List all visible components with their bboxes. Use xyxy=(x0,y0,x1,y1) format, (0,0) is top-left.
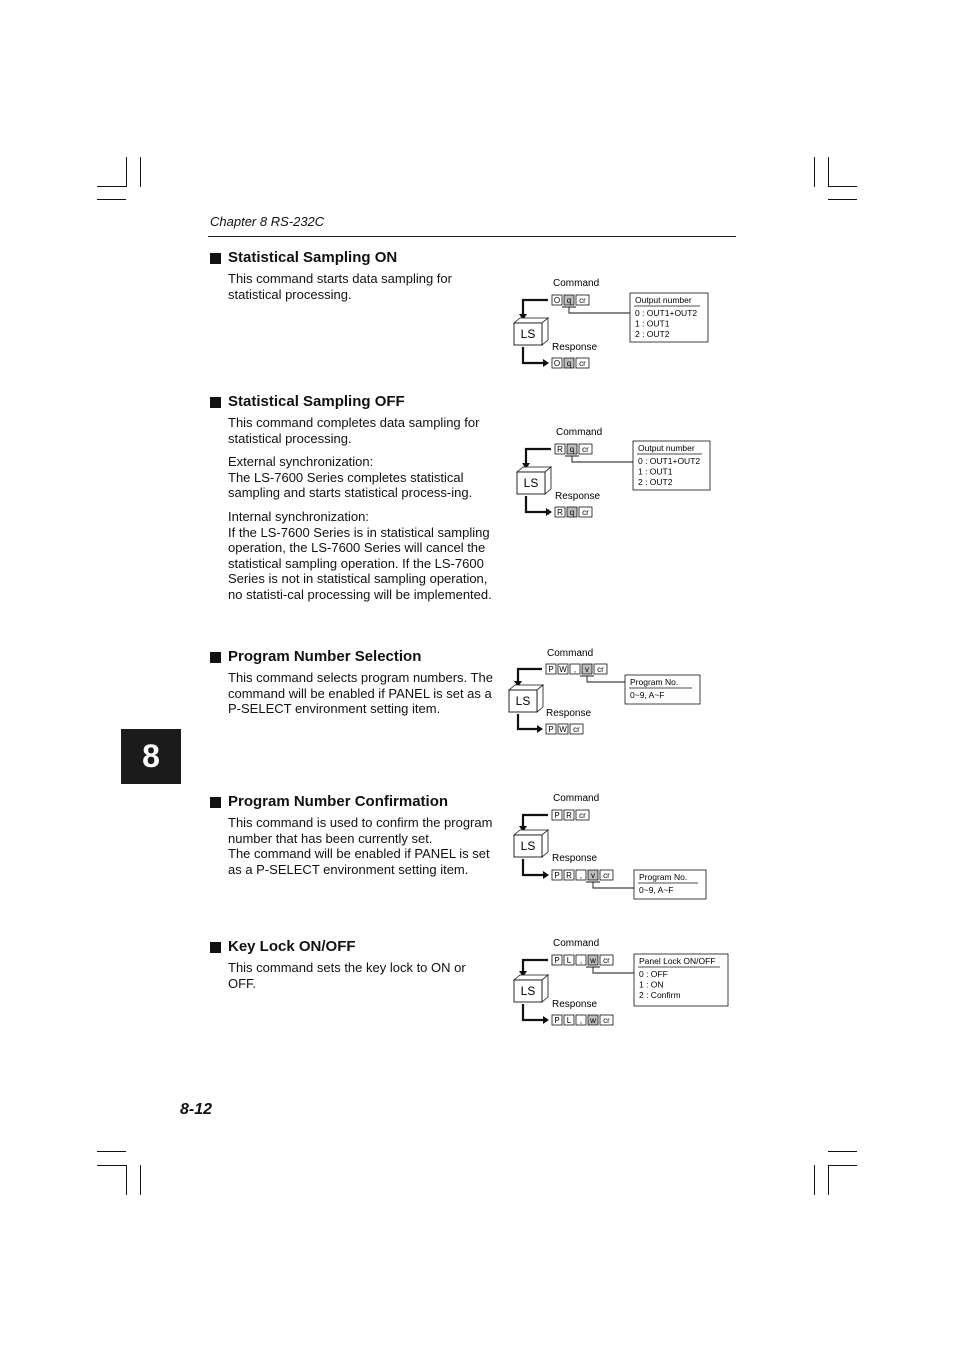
crop-mark xyxy=(814,157,815,187)
response-cell-text: , xyxy=(579,871,583,880)
connector-line xyxy=(562,307,630,313)
info-box-title: Program No. xyxy=(630,677,679,687)
response-cell-text: cr xyxy=(582,508,589,517)
external-sync-text: The LS-7600 Series completes statistical sampling and starts statistical process-ing. xyxy=(228,469,473,501)
crop-mark xyxy=(828,1151,857,1152)
section-sampling-off xyxy=(210,393,495,611)
info-box-line: 0~9, A~F xyxy=(639,885,674,895)
crop-mark xyxy=(828,1165,829,1195)
info-box-title: Program No. xyxy=(639,872,688,882)
command-arrow xyxy=(523,960,548,972)
info-box-line: 1 : ON xyxy=(639,979,664,990)
info-box-title: Output number xyxy=(638,443,695,453)
response-arrow xyxy=(523,859,544,875)
device-cube-side xyxy=(542,975,548,1002)
chapter-header: Chapter 8 RS-232C xyxy=(210,214,325,229)
crop-mark xyxy=(814,1165,815,1195)
section-paragraph: This command completes data sampling for statistical processing. xyxy=(228,415,480,446)
bullet-square-icon xyxy=(210,942,221,953)
response-arrow xyxy=(523,1004,544,1020)
info-box-line: 2 : OUT2 xyxy=(638,477,673,487)
crop-mark xyxy=(97,199,126,200)
section-program-confirmation xyxy=(210,793,495,885)
connector-line xyxy=(586,882,634,888)
bullet-square-icon xyxy=(210,652,221,663)
header-divider xyxy=(208,236,736,237)
response-cell-text: W xyxy=(559,725,567,734)
arrow-right-icon xyxy=(543,359,549,367)
info-box-line: 0~9, A~F xyxy=(630,690,665,700)
response-cell-text: , xyxy=(579,1016,583,1025)
response-arrow xyxy=(523,347,544,363)
response-cell-text: cr xyxy=(573,725,580,734)
section-paragraph: The command will be enabled if PANEL is set as a P-SELECT environment setting item. xyxy=(228,846,490,877)
response-cell-text: P xyxy=(548,725,554,734)
command-cell-text: q xyxy=(566,296,572,305)
command-label: Command xyxy=(556,427,603,438)
section-paragraph: This command starts data sampling for statistical processing. xyxy=(228,271,452,302)
internal-sync-text: If the LS-7600 Series is in statistical sampling operation, the LS-7600 Series will cancel the statistical sampling operation. If the LS-7600 Series is not in statistical sampling operation, no statisti-cal processing will be implemented. xyxy=(228,524,492,602)
command-cell-text: R xyxy=(557,445,563,454)
device-label: LS xyxy=(515,694,531,708)
crop-mark xyxy=(828,1165,857,1166)
info-box-line: 1 : OUT1 xyxy=(635,318,670,329)
info-box-line: 2 : OUT2 xyxy=(635,329,670,339)
connector-line xyxy=(565,456,633,462)
response-cell-text: q xyxy=(566,359,572,368)
device-cube-side xyxy=(537,685,543,712)
response-cell-text: cr xyxy=(579,359,586,368)
arrow-right-icon xyxy=(543,1016,549,1024)
internal-sync-label: Internal synchronization: xyxy=(228,508,369,524)
response-cell-text: v xyxy=(591,871,595,880)
section-paragraph: This command selects program numbers. The command will be enabled if PANEL is set as a P-SELECT environment setting item. xyxy=(228,670,493,717)
command-cell-text: P xyxy=(554,956,560,965)
response-cell-text: R xyxy=(566,871,572,880)
response-cell-text: O xyxy=(553,359,561,368)
crop-mark xyxy=(97,1165,126,1166)
arrow-right-icon xyxy=(546,508,552,516)
crop-mark xyxy=(126,157,127,187)
crop-mark xyxy=(97,1151,126,1152)
command-cell-text: R xyxy=(566,811,572,820)
response-label: Response xyxy=(552,853,598,864)
command-diagram-svg xyxy=(513,425,743,537)
response-label: Response xyxy=(552,999,598,1010)
command-cell-text: O xyxy=(553,296,561,305)
device-label: LS xyxy=(523,476,539,490)
diagram-program-selection xyxy=(505,646,735,746)
response-label: Response xyxy=(546,708,592,719)
command-cell-text: cr xyxy=(579,296,586,305)
command-cell-text: cr xyxy=(597,665,604,674)
info-box-line: 2 : Confirm xyxy=(639,990,681,1000)
diagram-sampling-off xyxy=(513,425,743,525)
diagram-sampling-on xyxy=(510,276,740,376)
command-cell-text: , xyxy=(573,665,577,674)
response-cell-text: R xyxy=(557,508,563,517)
section-sampling-on xyxy=(210,249,495,310)
response-cell-text: q xyxy=(569,508,575,517)
command-label: Command xyxy=(547,648,594,659)
diagram-program-confirmation xyxy=(510,791,740,901)
command-cell-text: q xyxy=(569,445,575,454)
response-cell-text: w xyxy=(590,1016,596,1025)
info-box-line: 1 : OUT1 xyxy=(638,466,673,477)
section-key-lock xyxy=(210,938,495,999)
command-arrow xyxy=(523,815,548,827)
connector-line xyxy=(586,967,634,973)
connector-line xyxy=(580,676,625,682)
response-label: Response xyxy=(552,342,598,353)
command-label: Command xyxy=(553,278,600,289)
device-cube-side xyxy=(545,467,551,494)
section-title: Statistical Sampling ON xyxy=(228,249,398,266)
info-box-line: 0 : OUT1+OUT2 xyxy=(635,308,698,318)
section-title: Program Number Confirmation xyxy=(228,793,449,810)
response-cell-text: cr xyxy=(603,871,610,880)
device-label: LS xyxy=(520,839,536,853)
command-cell-text: , xyxy=(579,956,583,965)
command-diagram-svg xyxy=(510,936,740,1048)
arrow-right-icon xyxy=(537,725,543,733)
command-arrow xyxy=(518,669,542,682)
response-cell-text: P xyxy=(554,1016,560,1025)
command-arrow xyxy=(526,449,551,464)
info-box-line: 0 : OFF xyxy=(639,969,668,979)
command-cell-text: w xyxy=(590,956,596,965)
crop-mark xyxy=(828,157,829,187)
response-cell-text: L xyxy=(566,1016,572,1025)
response-arrow xyxy=(526,496,547,512)
command-label: Command xyxy=(553,793,600,804)
response-arrow xyxy=(518,714,538,729)
crop-mark xyxy=(126,1165,127,1195)
command-diagram-svg xyxy=(510,276,740,388)
section-paragraph: This command sets the key lock to ON or OFF. xyxy=(228,960,466,991)
command-diagram-svg xyxy=(510,791,740,903)
command-diagram-svg xyxy=(505,646,735,758)
bullet-square-icon xyxy=(210,797,221,808)
response-cell-text: cr xyxy=(603,1016,610,1025)
response-cell-text: P xyxy=(554,871,560,880)
info-box-title: Output number xyxy=(635,295,692,305)
command-cell-text: cr xyxy=(579,811,586,820)
device-label: LS xyxy=(520,984,536,998)
section-title: Statistical Sampling OFF xyxy=(228,393,405,410)
bullet-square-icon xyxy=(210,397,221,408)
command-cell-text: v xyxy=(585,665,589,674)
crop-mark xyxy=(140,1165,141,1195)
diagram-key-lock xyxy=(510,936,740,1036)
section-paragraph: This command is used to confirm the program number that has been currently set. xyxy=(228,815,493,846)
arrow-right-icon xyxy=(543,871,549,879)
crop-mark xyxy=(97,186,126,187)
command-cell-text: cr xyxy=(603,956,610,965)
command-label: Command xyxy=(553,938,600,949)
crop-mark xyxy=(140,157,141,187)
command-cell-text: P xyxy=(554,811,560,820)
page-number: 8-12 xyxy=(180,1101,213,1118)
info-box-line: 0 : OUT1+OUT2 xyxy=(638,456,701,466)
bullet-square-icon xyxy=(210,253,221,264)
device-cube-side xyxy=(542,318,548,345)
chapter-tab: 8 xyxy=(121,729,181,784)
command-cell-text: L xyxy=(566,956,572,965)
response-label: Response xyxy=(555,491,601,502)
device-cube-side xyxy=(542,830,548,857)
external-sync-label: External synchronization: xyxy=(228,454,374,470)
command-cell-text: W xyxy=(559,665,567,674)
info-box-title: Panel Lock ON/OFF xyxy=(639,956,716,966)
crop-mark xyxy=(828,199,857,200)
command-cell-text: cr xyxy=(582,445,589,454)
command-cell-text: P xyxy=(548,665,554,674)
section-title: Key Lock ON/OFF xyxy=(228,938,356,955)
device-label: LS xyxy=(520,327,536,341)
section-program-selection xyxy=(210,648,495,725)
crop-mark xyxy=(828,186,857,187)
section-title: Program Number Selection xyxy=(228,648,422,665)
command-arrow xyxy=(523,300,548,315)
